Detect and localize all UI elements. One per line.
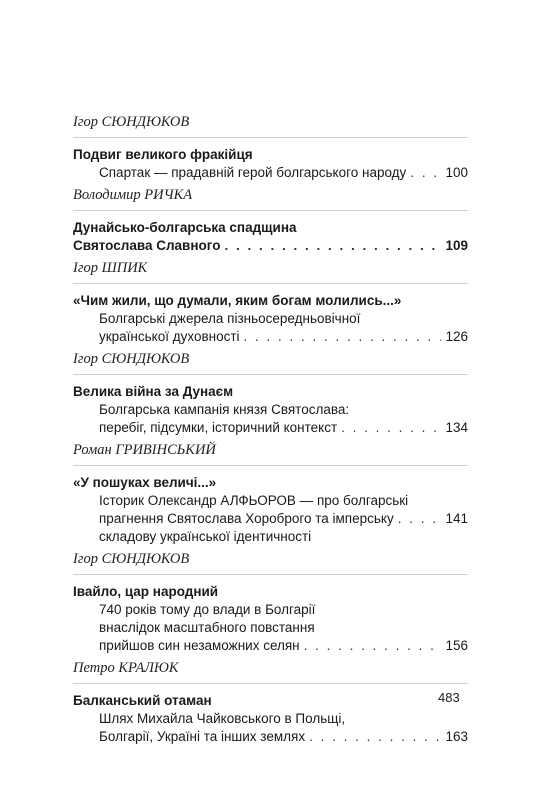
article-subtitle-text: Болгарії, Україні та інших землях [99,729,306,744]
dot-leader [244,328,442,346]
divider-line [73,210,468,211]
article-subtitle-text: Спартак — прадавній герой болгарського народу [99,165,407,180]
article-subtitle [73,310,468,328]
article-subtitle [73,419,468,437]
dot-leader [304,637,442,655]
author-name: Ігор СЮНДЮКОВ [73,551,190,567]
article-subtitle-text: прагнення Святослава Хороброго та імперську [99,511,394,526]
article-subtitle [73,510,468,528]
article-title-text: Івайло, цар народний [73,584,219,599]
toc-entry [73,350,468,437]
toc-entry [73,259,468,346]
page-reference: 109 [445,238,468,253]
article-title-text: Святослава Славного [73,238,221,253]
article-subtitle-text: 740 років тому до влади в Болгарії [99,602,316,617]
article-subtitle [73,401,468,419]
article-title [73,583,468,601]
article-title [73,692,468,710]
page-reference: 100 [445,165,468,180]
article-title [73,237,468,255]
dot-leader [398,510,442,528]
toc-entry [73,659,468,746]
article-subtitle [73,619,468,637]
divider-line [73,465,468,466]
divider-line [73,137,468,138]
table-of-contents [73,113,468,750]
article-title [73,292,468,310]
page-reference: 141 [445,511,468,526]
article-subtitle [73,164,468,182]
author-name: Роман ГРИВІНСЬКИЙ [73,442,216,458]
author-name: Ігор СЮНДЮКОВ [73,351,190,367]
article-title [73,383,468,401]
dot-leader [410,164,441,182]
author-name: Ігор ШПИК [73,260,148,276]
article-subtitle [73,492,468,510]
article-subtitle-text: Болгарська кампанія князя Святослава: [99,402,350,417]
page-reference: 134 [445,420,468,435]
toc-entry [73,113,468,182]
divider-line [73,683,468,684]
article-subtitle-text: перебіг, підсумки, історичний контекст [99,420,338,435]
article-subtitle [73,637,468,655]
article-title-text: Велика війна за Дунаєм [73,384,234,399]
divider-line [73,374,468,375]
page-reference: 156 [445,638,468,653]
page-number: 483 [438,690,460,705]
author-name: Володимир РИЧКА [73,187,193,203]
toc-entry [73,550,468,655]
article-subtitle-text: Болгарські джерела пізньосередньовічної [99,311,361,326]
article-title [73,219,468,237]
page-reference: 126 [445,329,468,344]
article-subtitle-text: Історик Олександр АЛФЬОРОВ — про болгарські [99,493,409,508]
author-name: Ігор СЮНДЮКОВ [73,114,190,130]
article-subtitle [73,601,468,619]
article-subtitle [73,528,468,546]
divider-line [73,574,468,575]
toc-entry [73,441,468,546]
dot-leader [341,419,441,437]
article-title [73,146,468,164]
article-subtitle [73,710,468,728]
page-reference: 163 [445,729,468,744]
divider-line [73,283,468,284]
article-subtitle-text: внаслідок масштабного повстання [99,620,315,635]
article-title-text: Дунайсько-болгарська спадщина [73,220,297,235]
article-title-text: Балканський отаман [73,693,212,708]
article-subtitle-text: української духовності [99,329,240,344]
toc-entry [73,186,468,255]
article-subtitle-text: Шлях Михайла Чайковського в Польщі, [99,711,346,726]
article-title-text: Подвиг великого фракійця [73,147,253,162]
article-subtitle-text: прийшов син незаможних селян [99,638,300,653]
article-title-text: «У пошуках величі...» [73,475,217,490]
author-name: Петро КРАЛЮК [73,660,179,676]
article-title [73,474,468,492]
article-subtitle [73,328,468,346]
dot-leader [309,728,441,746]
article-title-text: «Чим жили, що думали, яким богам молились...» [73,293,402,308]
article-subtitle-text: складову української ідентичності [99,529,312,544]
article-subtitle [73,728,468,746]
dot-leader [224,237,441,255]
